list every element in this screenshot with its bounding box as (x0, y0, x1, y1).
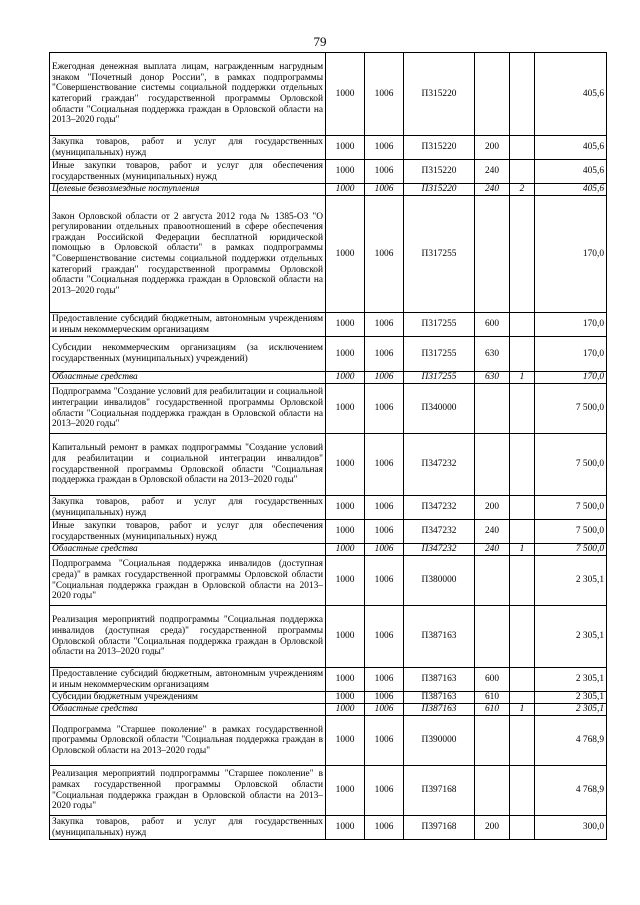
target-article-cell: П315220 (404, 184, 475, 196)
amount-cell: 7 500,0 (535, 434, 607, 496)
target-article-cell: П347232 (404, 544, 475, 556)
amount-cell: 405,6 (535, 184, 607, 196)
subsection-code-cell: 1006 (365, 313, 404, 337)
row-name-cell: Закупка товаров, работ и услуг для государственных (муниципальных) нужд (50, 816, 326, 840)
amount-cell: 405,6 (535, 136, 607, 160)
expense-type-cell: 240 (475, 520, 510, 544)
funding-source-cell (510, 556, 535, 606)
target-article-cell: П387163 (404, 668, 475, 692)
funding-source-cell: 1 (510, 544, 535, 556)
expense-type-cell: 600 (475, 668, 510, 692)
table-row (50, 716, 607, 766)
amount-cell: 2 305,1 (535, 704, 607, 716)
subsection-code-cell: 1006 (365, 337, 404, 372)
target-article-cell: П315220 (404, 160, 475, 184)
table-row (50, 160, 607, 184)
section-code-cell: 1000 (326, 313, 365, 337)
amount-cell: 7 500,0 (535, 520, 607, 544)
row-name-cell: Областные средства (50, 704, 326, 716)
funding-source-row (50, 372, 607, 384)
funding-source-cell (510, 668, 535, 692)
target-article-cell: П340000 (404, 384, 475, 434)
funding-source-cell (510, 716, 535, 766)
expense-type-cell: 240 (475, 184, 510, 196)
funding-source-cell (510, 496, 535, 520)
expense-type-cell (475, 556, 510, 606)
expense-type-cell (475, 766, 510, 816)
target-article-cell: П317255 (404, 372, 475, 384)
amount-cell: 405,6 (535, 53, 607, 136)
section-code-cell: 1000 (326, 372, 365, 384)
row-name-cell: Реализация мероприятий подпрограммы "Старшее поколение" в рамках государственной программы Орловской области "Социальная поддержка граждан в Орловской области на 2013–2020 годы" (50, 766, 326, 816)
row-name-cell: Областные средства (50, 544, 326, 556)
section-code-cell: 1000 (326, 816, 365, 840)
target-article-cell: П347232 (404, 520, 475, 544)
subsection-code-cell: 1006 (365, 184, 404, 196)
target-article-cell: П397168 (404, 766, 475, 816)
funding-source-cell (510, 196, 535, 313)
expense-type-cell: 200 (475, 136, 510, 160)
subsection-code-cell: 1006 (365, 766, 404, 816)
section-code-cell: 1000 (326, 496, 365, 520)
row-name-cell: Подпрограмма "Создание условий для реабилитации и социальной интеграции инвалидов" государственной программы Орловской области "Социальная поддержка граждан в Орловской области на 2013–2020 годы" (50, 384, 326, 434)
row-name-cell: Субсидии некоммерческим организациям (за исключением государственных (муниципальных) учреждений) (50, 337, 326, 372)
target-article-cell: П387163 (404, 692, 475, 704)
funding-source-cell (510, 434, 535, 496)
section-code-cell: 1000 (326, 196, 365, 313)
target-article-cell: П390000 (404, 716, 475, 766)
amount-cell: 170,0 (535, 337, 607, 372)
expense-type-cell (475, 53, 510, 136)
amount-cell: 170,0 (535, 372, 607, 384)
subsection-code-cell: 1006 (365, 384, 404, 434)
funding-source-cell (510, 520, 535, 544)
funding-source-cell (510, 313, 535, 337)
amount-cell: 7 500,0 (535, 384, 607, 434)
section-code-cell: 1000 (326, 704, 365, 716)
amount-cell: 4 768,9 (535, 716, 607, 766)
subsection-code-cell: 1006 (365, 606, 404, 668)
row-name-cell: Подпрограмма "Старшее поколение" в рамках государственной программы Орловской области "Социальная поддержка граждан в Орловской области на 2013–2020 годы" (50, 716, 326, 766)
row-name-cell: Капитальный ремонт в рамках подпрограммы "Создание условий для реабилитации и социальной интеграции инвалидов" государственной программы Орловской области "Социальная поддержка граждан в Орловской области на 2013–2020 годы" (50, 434, 326, 496)
amount-cell: 7 500,0 (535, 496, 607, 520)
section-code-cell: 1000 (326, 766, 365, 816)
table-row (50, 668, 607, 692)
expense-type-cell: 610 (475, 704, 510, 716)
funding-source-cell (510, 136, 535, 160)
target-article-cell: П317255 (404, 337, 475, 372)
subsection-code-cell: 1006 (365, 716, 404, 766)
expense-type-cell (475, 196, 510, 313)
funding-source-cell (510, 606, 535, 668)
section-code-cell: 1000 (326, 384, 365, 434)
budget-table (49, 52, 607, 840)
section-code-cell: 1000 (326, 544, 365, 556)
page-number: 79 (313, 34, 327, 49)
funding-source-cell (510, 384, 535, 434)
budget-table-body (50, 53, 607, 840)
section-code-cell: 1000 (326, 556, 365, 606)
expense-type-cell: 600 (475, 313, 510, 337)
expense-type-cell: 630 (475, 372, 510, 384)
section-code-cell: 1000 (326, 337, 365, 372)
funding-source-row (50, 184, 607, 196)
target-article-cell: П315220 (404, 136, 475, 160)
row-name-cell: Предоставление субсидий бюджетным, автономным учреждениям и иным некоммерческим организациям (50, 313, 326, 337)
funding-source-row (50, 544, 607, 556)
subsection-code-cell: 1006 (365, 136, 404, 160)
amount-cell: 405,6 (535, 160, 607, 184)
funding-source-cell (510, 337, 535, 372)
subsection-code-cell: 1006 (365, 496, 404, 520)
amount-cell: 300,0 (535, 816, 607, 840)
table-row (50, 520, 607, 544)
target-article-cell: П387163 (404, 606, 475, 668)
funding-source-cell (510, 816, 535, 840)
subsection-code-cell: 1006 (365, 816, 404, 840)
table-row (50, 766, 607, 816)
table-row (50, 53, 607, 136)
table-row (50, 136, 607, 160)
amount-cell: 4 768,9 (535, 766, 607, 816)
target-article-cell: П317255 (404, 196, 475, 313)
subsection-code-cell: 1006 (365, 434, 404, 496)
table-row (50, 384, 607, 434)
section-code-cell: 1000 (326, 434, 365, 496)
section-code-cell: 1000 (326, 520, 365, 544)
expense-type-cell: 200 (475, 496, 510, 520)
section-code-cell: 1000 (326, 668, 365, 692)
section-code-cell: 1000 (326, 606, 365, 668)
row-name-cell: Закупка товаров, работ и услуг для государственных (муниципальных) нужд (50, 496, 326, 520)
section-code-cell: 1000 (326, 136, 365, 160)
section-code-cell: 1000 (326, 184, 365, 196)
row-name-cell: Субсидии бюджетным учреждениям (50, 692, 326, 704)
amount-cell: 170,0 (535, 196, 607, 313)
amount-cell: 2 305,1 (535, 606, 607, 668)
table-row (50, 434, 607, 496)
funding-source-cell: 2 (510, 184, 535, 196)
subsection-code-cell: 1006 (365, 196, 404, 313)
expense-type-cell: 240 (475, 160, 510, 184)
expense-type-cell (475, 384, 510, 434)
expense-type-cell (475, 716, 510, 766)
row-name-cell: Ежегодная денежная выплата лицам, награжденным нагрудным знаком "Почетный донор России", в рамках подпрограммы "Совершенствование системы социальной поддержки отдельных категорий граждан" государственной программы Орловской области "Социальная поддержка граждан в Орловской области на 2013–2020 годы" (50, 53, 326, 136)
target-article-cell: П317255 (404, 313, 475, 337)
funding-source-row (50, 704, 607, 716)
subsection-code-cell: 1006 (365, 556, 404, 606)
subsection-code-cell: 1006 (365, 160, 404, 184)
row-name-cell: Реализация мероприятий подпрограммы "Социальная поддержка инвалидов (доступная среда)" государственной программы Орловской области "Социальная поддержка граждан в Орловской области на 2013–2020 годы" (50, 606, 326, 668)
expense-type-cell (475, 606, 510, 668)
target-article-cell: П387163 (404, 704, 475, 716)
funding-source-cell: 1 (510, 372, 535, 384)
row-name-cell: Закупка товаров, работ и услуг для государственных (муниципальных) нужд (50, 136, 326, 160)
funding-source-cell (510, 53, 535, 136)
expense-type-cell: 240 (475, 544, 510, 556)
amount-cell: 7 500,0 (535, 544, 607, 556)
target-article-cell: П380000 (404, 556, 475, 606)
table-row (50, 606, 607, 668)
amount-cell: 2 305,1 (535, 692, 607, 704)
subsection-code-cell: 1006 (365, 692, 404, 704)
row-name-cell: Подпрограмма "Социальная поддержка инвалидов (доступная среда)" в рамках государственной программы Орловской области "Социальная поддержка граждан в Орловской области на 2013–2020 годы" (50, 556, 326, 606)
amount-cell: 2 305,1 (535, 668, 607, 692)
amount-cell: 170,0 (535, 313, 607, 337)
table-row (50, 556, 607, 606)
section-code-cell: 1000 (326, 160, 365, 184)
subsection-code-cell: 1006 (365, 704, 404, 716)
row-name-cell: Иные закупки товаров, работ и услуг для обеспечения государственных (муниципальных) нужд (50, 160, 326, 184)
table-row (50, 313, 607, 337)
table-row (50, 816, 607, 840)
row-name-cell: Целевые безвозмездные поступления (50, 184, 326, 196)
amount-cell: 2 305,1 (535, 556, 607, 606)
row-name-cell: Иные закупки товаров, работ и услуг для обеспечения государственных (муниципальных) нужд (50, 520, 326, 544)
subsection-code-cell: 1006 (365, 668, 404, 692)
row-name-cell: Областные средства (50, 372, 326, 384)
expense-type-cell: 610 (475, 692, 510, 704)
subsection-code-cell: 1006 (365, 544, 404, 556)
row-name-cell: Предоставление субсидий бюджетным, автономным учреждениям и иным некоммерческим организациям (50, 668, 326, 692)
subsection-code-cell: 1006 (365, 53, 404, 136)
section-code-cell: 1000 (326, 716, 365, 766)
expense-type-cell: 630 (475, 337, 510, 372)
target-article-cell: П347232 (404, 496, 475, 520)
table-row (50, 496, 607, 520)
target-article-cell: П347232 (404, 434, 475, 496)
section-code-cell: 1000 (326, 692, 365, 704)
target-article-cell: П315220 (404, 53, 475, 136)
subsection-code-cell: 1006 (365, 372, 404, 384)
table-row (50, 196, 607, 313)
funding-source-cell (510, 692, 535, 704)
section-code-cell: 1000 (326, 53, 365, 136)
expense-type-cell (475, 434, 510, 496)
table-row (50, 692, 607, 704)
row-name-cell: Закон Орловской области от 2 августа 2012 года № 1385-ОЗ "О регулировании отдельных правоотношений в сфере обеспечения граждан Российской Федерации бесплатной юридической помощью в Орловской области" в рамках подпрограммы "Совершенствование системы социальной поддержки отдельных категорий граждан" государственной программы Орловской области "Социальная поддержка граждан в Орловской области на 2013–2020 годы" (50, 196, 326, 313)
target-article-cell: П397168 (404, 816, 475, 840)
table-row (50, 337, 607, 372)
expense-type-cell: 200 (475, 816, 510, 840)
subsection-code-cell: 1006 (365, 520, 404, 544)
funding-source-cell (510, 766, 535, 816)
funding-source-cell (510, 160, 535, 184)
funding-source-cell: 1 (510, 704, 535, 716)
